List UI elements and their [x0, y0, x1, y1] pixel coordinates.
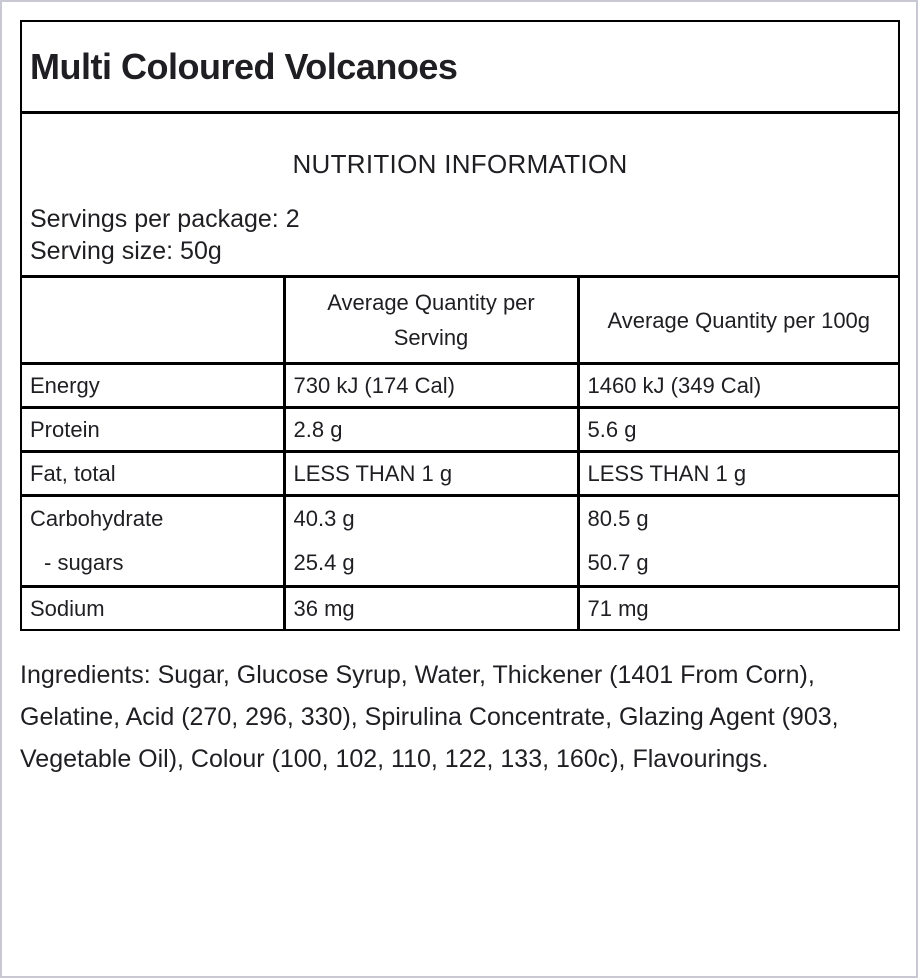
ingredients-text: Ingredients: Sugar, Glucose Syrup, Water, Thickener (1401 From Corn), Gelatine, Acid (270, 296, 330), Spirulina Concentrate, Glazing Agent (903, Vegetable Oil), Colour (100, 102, 110, 122, 133, 160c), Flavourings. — [20, 661, 839, 773]
nutrition-table — [22, 278, 898, 629]
carbohydrate-per-100g: 80.5 g — [587, 506, 649, 531]
row-label — [22, 496, 284, 587]
row-label: Protein — [22, 408, 284, 452]
table-row-sodium — [22, 587, 898, 630]
serving-size: Serving size: 50g — [30, 237, 222, 265]
servings-per-package: Servings per package: 2 — [30, 205, 300, 233]
per-100g-value: 71 mg — [578, 587, 898, 630]
per-serving-value: LESS THAN 1 g — [284, 452, 578, 496]
column-header-blank — [22, 278, 284, 364]
nutrition-info-header — [22, 114, 898, 278]
nutrition-heading: NUTRITION INFORMATION — [292, 149, 628, 179]
sugars-per-serving: 25.4 g — [293, 550, 355, 575]
per-100g-value: 1460 kJ (349 Cal) — [578, 364, 898, 408]
per-serving-value — [284, 496, 578, 587]
table-row-protein — [22, 408, 898, 452]
row-label: Energy — [22, 364, 284, 408]
per-serving-value: 730 kJ (174 Cal) — [284, 364, 578, 408]
table-row-energy — [22, 364, 898, 408]
column-header-per-serving: Average Quantity per Serving — [284, 278, 578, 364]
carbohydrate-label: Carbohydrate — [30, 506, 164, 531]
per-100g-value — [578, 496, 898, 587]
product-title: Multi Coloured Volcanoes — [22, 22, 898, 114]
per-100g-value: LESS THAN 1 g — [578, 452, 898, 496]
per-100g-value: 5.6 g — [578, 408, 898, 452]
per-serving-value: 36 mg — [284, 587, 578, 630]
column-header-per-100g: Average Quantity per 100g — [578, 278, 898, 364]
table-row-carbohydrate — [22, 496, 898, 587]
row-label: Fat, total — [22, 452, 284, 496]
nutrition-panel — [20, 20, 900, 631]
sugars-per-100g: 50.7 g — [587, 550, 649, 575]
table-row-fat — [22, 452, 898, 496]
per-serving-value: 2.8 g — [284, 408, 578, 452]
carbohydrate-per-serving: 40.3 g — [293, 506, 355, 531]
row-label: Sodium — [22, 587, 284, 630]
sugars-label: - sugars — [44, 550, 124, 575]
table-header-row — [22, 278, 898, 364]
